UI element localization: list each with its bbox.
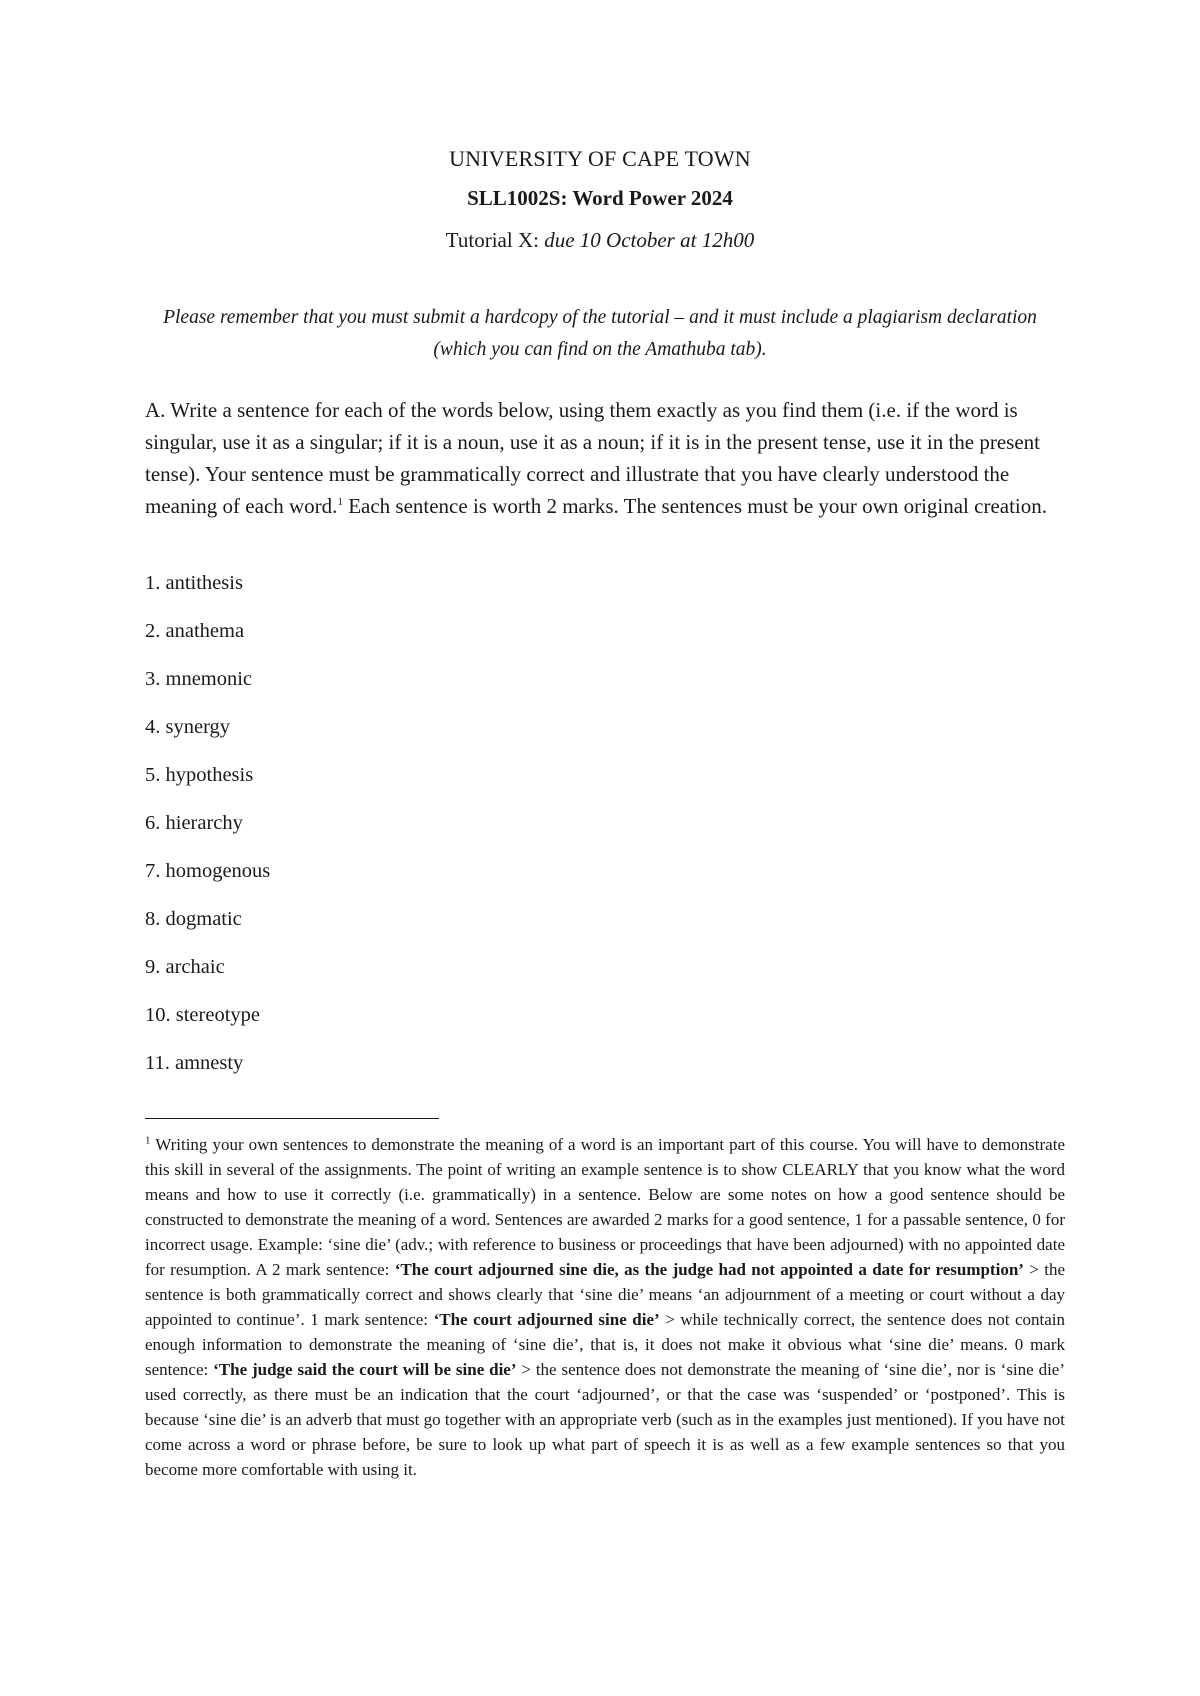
word-list	[145, 568, 270, 1096]
example-sentence-1-mark: ‘The court adjourned sine die’	[433, 1310, 660, 1329]
word-item: 10. stereotype	[145, 1004, 260, 1026]
instructions-text-continued: Each sentence is worth 2 marks. The sentences must be your own original creation.	[342, 494, 1048, 518]
tutorial-heading	[0, 228, 1200, 253]
part-a-instructions	[145, 394, 1065, 522]
footnote-reference: 1	[337, 496, 343, 508]
word-item: 6. hierarchy	[145, 812, 243, 834]
word-item: 11. amnesty	[145, 1052, 244, 1074]
university-name: UNIVERSITY OF CAPE TOWN	[449, 146, 751, 171]
word-item: 7. homogenous	[145, 860, 271, 882]
example-sentence-2-mark: ‘The court adjourned sine die, as the judge had not appointed a date for resumption’	[394, 1260, 1024, 1279]
reminder-line-1: Please remember that you must submit a hardcopy of the tutorial – and it must include a plagiarism declaration	[163, 307, 1037, 328]
word-item: 1. antithesis	[145, 572, 243, 594]
footnote-text: > the sentence is both grammatically correct and shows clearly that ‘sine die’ means ‘an adjournment of a meeting or court without a day appointed to continue’. 1 mark sentence:	[145, 1260, 1065, 1329]
submission-reminder	[0, 302, 1200, 366]
word-item: 9. archaic	[145, 956, 225, 978]
footnote-separator	[145, 1118, 439, 1119]
tutorial-due-date: due 10 October at 12h00	[544, 228, 755, 252]
instructions-text: A. Write a sentence for each of the words below, using them exactly as you find them (i.e. if the word is singular, use it as a singular; if it is a noun, use it as a noun; if it is in the present tense, use it in the present tense). Your sentence must be grammatically correct and illustrate that you have clearly understood the meaning of each word.	[145, 398, 1040, 518]
footnote-marker: 1	[145, 1134, 151, 1147]
footnote-text: > the sentence does not demonstrate the meaning of ‘sine die’, nor is ‘sine die’ used correctly, as there must be an indication that the court ‘adjourned’, or that the case was ‘suspended’ or ‘postponed’. This is because ‘sine die’ is an adverb that must go together with an appropriate verb (such as in the examples just mentioned). If you have not come across a word or phrase before, be sure to look up what part of speech it is as well as a few example sentences so that you become more comfortable with using it.	[145, 1360, 1065, 1479]
word-item: 8. dogmatic	[145, 908, 242, 930]
word-item: 4. synergy	[145, 716, 231, 738]
course-title: SLL1002S: Word Power 2024	[467, 186, 733, 210]
footnote	[145, 1132, 1065, 1482]
tutorial-label: Tutorial X:	[445, 228, 539, 252]
footnote-text: Writing your own sentences to demonstrate the meaning of a word is an important part of this course. You will have to demonstrate this skill in several of the assignments. The point of writing an example sentence is to show CLEARLY that you know what the word means and how to use it correctly (i.e. grammatically) in a sentence. Below are some notes on how a good sentence should be constructed to demonstrate the meaning of a word. Sentences are awarded 2 marks for a good sentence, 1 for a passable sentence, 0 for incorrect usage. Example: ‘sine die’ (adv.; with reference to business or proceedings that have been adjourned) with no appointed date for resumption. A 2 mark sentence:	[145, 1135, 1065, 1279]
reminder-line-2: (which you can find on the Amathuba tab).	[433, 339, 767, 360]
word-item: 2. anathema	[145, 620, 245, 642]
footnote-text: > while technically correct, the sentence does not contain enough information to demonstrate the meaning of ‘sine die’, that is, it does not make it obvious what ‘sine die’ means. 0 mark sentence:	[145, 1310, 1066, 1379]
word-item: 3. mnemonic	[145, 668, 253, 690]
example-sentence-0-mark: ‘The judge said the court will be sine die’	[213, 1360, 517, 1379]
word-item: 5. hypothesis	[145, 764, 254, 786]
